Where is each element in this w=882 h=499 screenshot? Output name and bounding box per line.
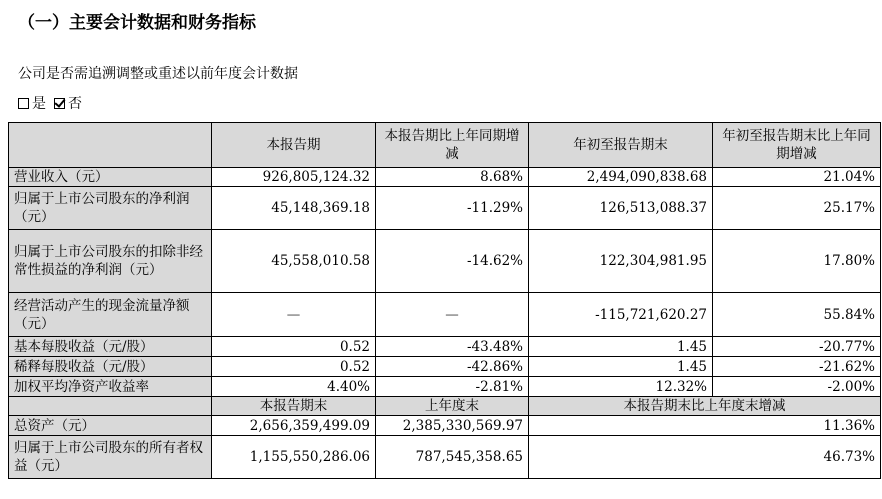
table-row xyxy=(9,168,881,187)
table-row xyxy=(9,230,881,293)
table-row xyxy=(9,337,881,357)
table-row xyxy=(9,436,881,479)
table-cell: 45,148,369.18 xyxy=(212,187,376,230)
option-no-label: 否 xyxy=(68,96,82,112)
table-cell: 25.17% xyxy=(713,187,881,230)
table-cell: 21.04% xyxy=(713,168,881,187)
table-cell: 8.68% xyxy=(376,168,529,187)
table-cell: 1.45 xyxy=(529,337,713,357)
row-label: 营业收入（元） xyxy=(9,168,212,187)
table-cell: 4.40% xyxy=(212,377,376,397)
row-label: 归属于上市公司股东的所有者权益（元） xyxy=(9,436,212,479)
table-cell: 11.36% xyxy=(529,416,881,436)
header-ytd: 年初至报告期末 xyxy=(529,123,713,168)
table-row xyxy=(9,187,881,230)
option-yes-label: 是 xyxy=(32,96,46,112)
table-cell: 0.52 xyxy=(212,337,376,357)
table-cell: 126,513,088.37 xyxy=(529,187,713,230)
table-cell: -2.00% xyxy=(713,377,881,397)
header-prior-year-end: 上年度末 xyxy=(376,397,529,416)
section-title: （一）主要会计数据和财务指标 xyxy=(18,13,256,33)
table-row xyxy=(9,416,881,436)
restatement-answer xyxy=(18,93,90,113)
table-cell: 2,656,359,499.09 xyxy=(212,416,376,436)
header-period-end-change: 本报告期末比上年度末增减 xyxy=(529,397,881,416)
header-current-period: 本报告期 xyxy=(212,123,376,168)
financial-data-table xyxy=(8,122,881,479)
table-cell: 122,304,981.95 xyxy=(529,230,713,293)
row-label: 加权平均净资产收益率 xyxy=(9,377,212,397)
table-cell: -43.48% xyxy=(376,337,529,357)
row-label: 经营活动产生的现金流量净额（元） xyxy=(9,293,212,337)
table-cell: 0.52 xyxy=(212,357,376,377)
table-cell: 1,155,550,286.06 xyxy=(212,436,376,479)
table-row xyxy=(9,293,881,337)
row-label: 总资产（元） xyxy=(9,416,212,436)
option-no[interactable] xyxy=(54,93,82,113)
table-cell: -20.77% xyxy=(713,337,881,357)
table-cell: 2,385,330,569.97 xyxy=(376,416,529,436)
row-label: 归属于上市公司股东的净利润（元） xyxy=(9,187,212,230)
header2-blank xyxy=(9,397,212,416)
table-cell: 45,558,010.58 xyxy=(212,230,376,293)
option-yes[interactable] xyxy=(18,93,46,113)
table-cell: — xyxy=(376,293,529,337)
table-cell: -42.86% xyxy=(376,357,529,377)
checkbox-checked-icon xyxy=(54,98,65,109)
table-cell: -14.62% xyxy=(376,230,529,293)
table-cell: 12.32% xyxy=(529,377,713,397)
table-cell: -21.62% xyxy=(713,357,881,377)
table-row xyxy=(9,357,881,377)
table-cell: -2.81% xyxy=(376,377,529,397)
table-cell: -115,721,620.27 xyxy=(529,293,713,337)
header-blank xyxy=(9,123,212,168)
header-ytd-change: 年初至报告期末比上年同期增减 xyxy=(713,123,881,168)
table-cell: 46.73% xyxy=(529,436,881,479)
header-current-change: 本报告期比上年同期增减 xyxy=(376,123,529,168)
row-label: 稀释每股收益（元/股） xyxy=(9,357,212,377)
table-cell: — xyxy=(212,293,376,337)
table-row xyxy=(9,377,881,397)
table-cell: 17.80% xyxy=(713,230,881,293)
table-cell: 926,805,124.32 xyxy=(212,168,376,187)
checkbox-unchecked-icon xyxy=(18,98,29,109)
row-label: 归属于上市公司股东的扣除非经常性损益的净利润（元） xyxy=(9,230,212,293)
restatement-question: 公司是否需追溯调整或重述以前年度会计数据 xyxy=(18,66,298,82)
row-label: 基本每股收益（元/股） xyxy=(9,337,212,357)
table-cell: -11.29% xyxy=(376,187,529,230)
table-cell: 2,494,090,838.68 xyxy=(529,168,713,187)
table-cell: 787,545,358.65 xyxy=(376,436,529,479)
header-period-end: 本报告期末 xyxy=(212,397,376,416)
table-cell: 1.45 xyxy=(529,357,713,377)
table-cell: 55.84% xyxy=(713,293,881,337)
